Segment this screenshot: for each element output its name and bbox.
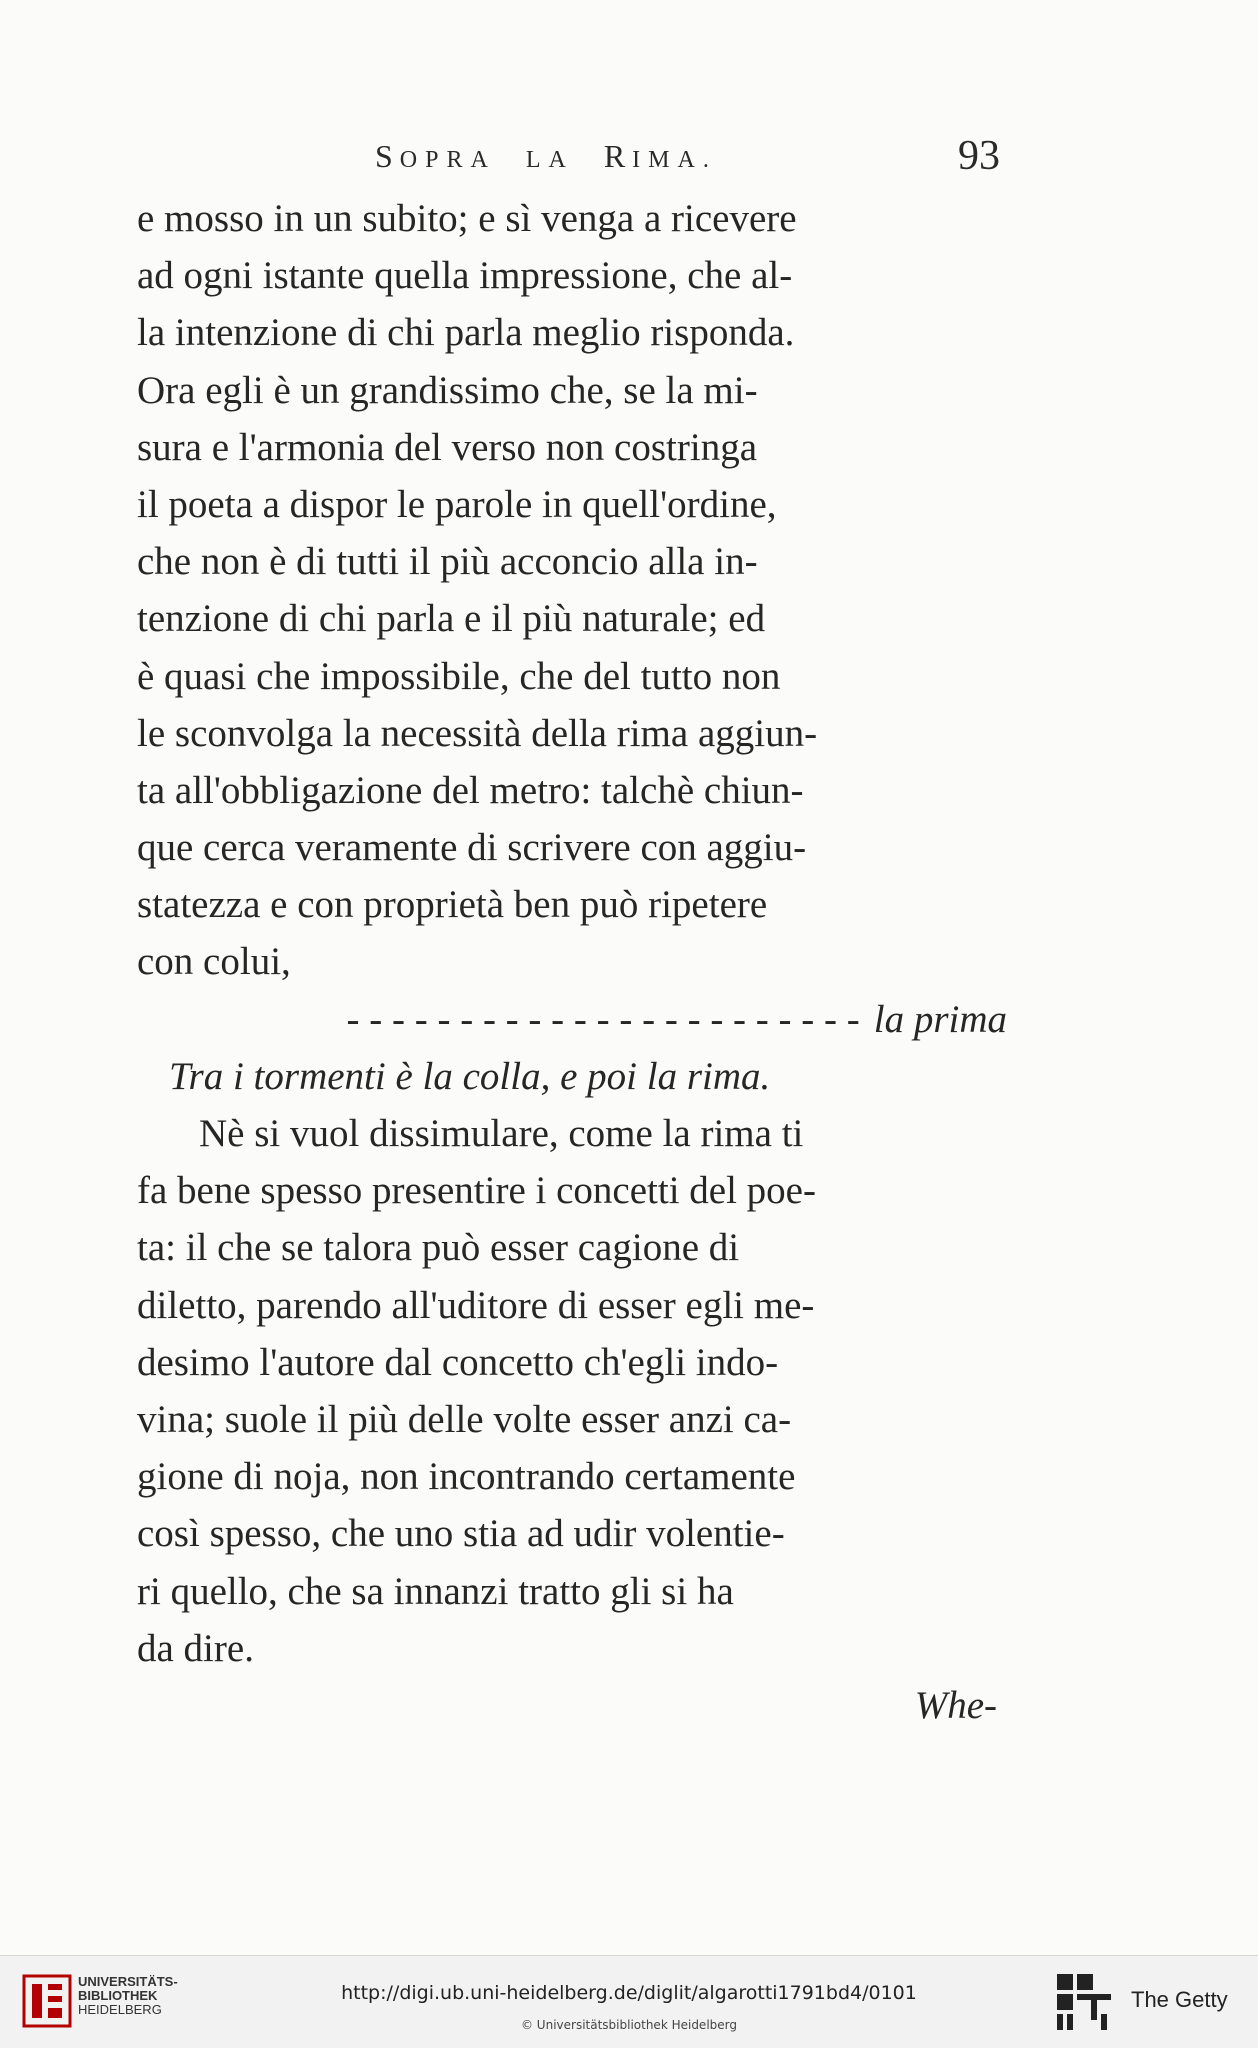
text-line: statezza e con proprietà ben può ripetere bbox=[137, 883, 768, 927]
text-line: desimo l'autore dal concetto ch'egli indo- bbox=[137, 1340, 779, 1384]
text-line: tenzione di chi parla e il più naturale; ed bbox=[137, 597, 766, 641]
page-number: 93 bbox=[958, 133, 1000, 179]
text-line: ri quello, che sa innanzi tratto gli si ha bbox=[137, 1569, 734, 1613]
catchword: Whe- bbox=[914, 1683, 997, 1727]
text-line: ta all'obbligazione del metro: talchè chiun- bbox=[137, 768, 804, 812]
verse-line bbox=[137, 991, 1007, 1048]
verse-dashes: - - - - - - - - - - - - - - - - - - - - - - - bbox=[346, 997, 860, 1041]
text-line: gione di noja, non incontrando certamente bbox=[137, 1455, 796, 1499]
text-line: sura e l'armonia del verso non costringa bbox=[137, 425, 758, 469]
body-text bbox=[137, 190, 1007, 1734]
copyright-notice: © Universitätsbibliothek Heidelberg bbox=[520, 2018, 737, 2032]
text-line: ta: il che se talora può esser cagione di bbox=[137, 1226, 740, 1270]
text-line: le sconvolga la necessità della rima aggiun- bbox=[137, 711, 818, 755]
text-line: Ora egli è un grandissimo che, se la mi- bbox=[137, 368, 758, 412]
text-line: così spesso, che uno stia ad udir volentie- bbox=[137, 1512, 785, 1556]
text-line: fa bene spesso presentire i concetti del poe- bbox=[137, 1169, 816, 1213]
text-line: diletto, parendo all'uditore di esser egli me- bbox=[137, 1283, 815, 1327]
running-head-title: SOPRA LA RIMA. bbox=[375, 138, 717, 174]
text-line: con colui, bbox=[137, 940, 291, 984]
text-line: que cerca veramente di scrivere con aggiu- bbox=[137, 826, 807, 870]
text-line: la intenzione di chi parla meglio risponda. bbox=[137, 311, 795, 355]
library-name: UNIVERSITÄTS- BIBLIOTHEK HEIDELBERG bbox=[78, 1974, 178, 2017]
text-line: è quasi che impossibile, che del tutto non bbox=[137, 654, 781, 698]
text-line: che non è di tutti il più acconcio alla in- bbox=[137, 540, 758, 584]
verse-fragment: la prima bbox=[873, 997, 1007, 1041]
permalink-url[interactable]: http://digi.ub.uni-heidelberg.de/diglit/algarotti1791bd4/0101 bbox=[341, 1982, 917, 2004]
verse-line: Tra i tormenti è la colla, e poi la rima. bbox=[169, 1054, 771, 1098]
running-header bbox=[375, 133, 1000, 188]
getty-logo-icon bbox=[1055, 1972, 1113, 2032]
text-line: da dire. bbox=[137, 1626, 254, 1670]
text-line: Nè si vuol dissimulare, come la rima ti bbox=[199, 1112, 804, 1155]
text-line: vina; suole il più delle volte esser anzi ca- bbox=[137, 1397, 792, 1441]
viewer-footer bbox=[0, 1955, 1258, 2048]
partner-name: The Getty bbox=[1131, 1987, 1228, 2012]
text-line: e mosso in un subito; e sì venga a ricevere bbox=[137, 197, 797, 240]
text-line: ad ogni istante quella impressione, che al- bbox=[137, 254, 793, 298]
text-line: il poeta a dispor le parole in quell'ordine, bbox=[137, 482, 777, 526]
